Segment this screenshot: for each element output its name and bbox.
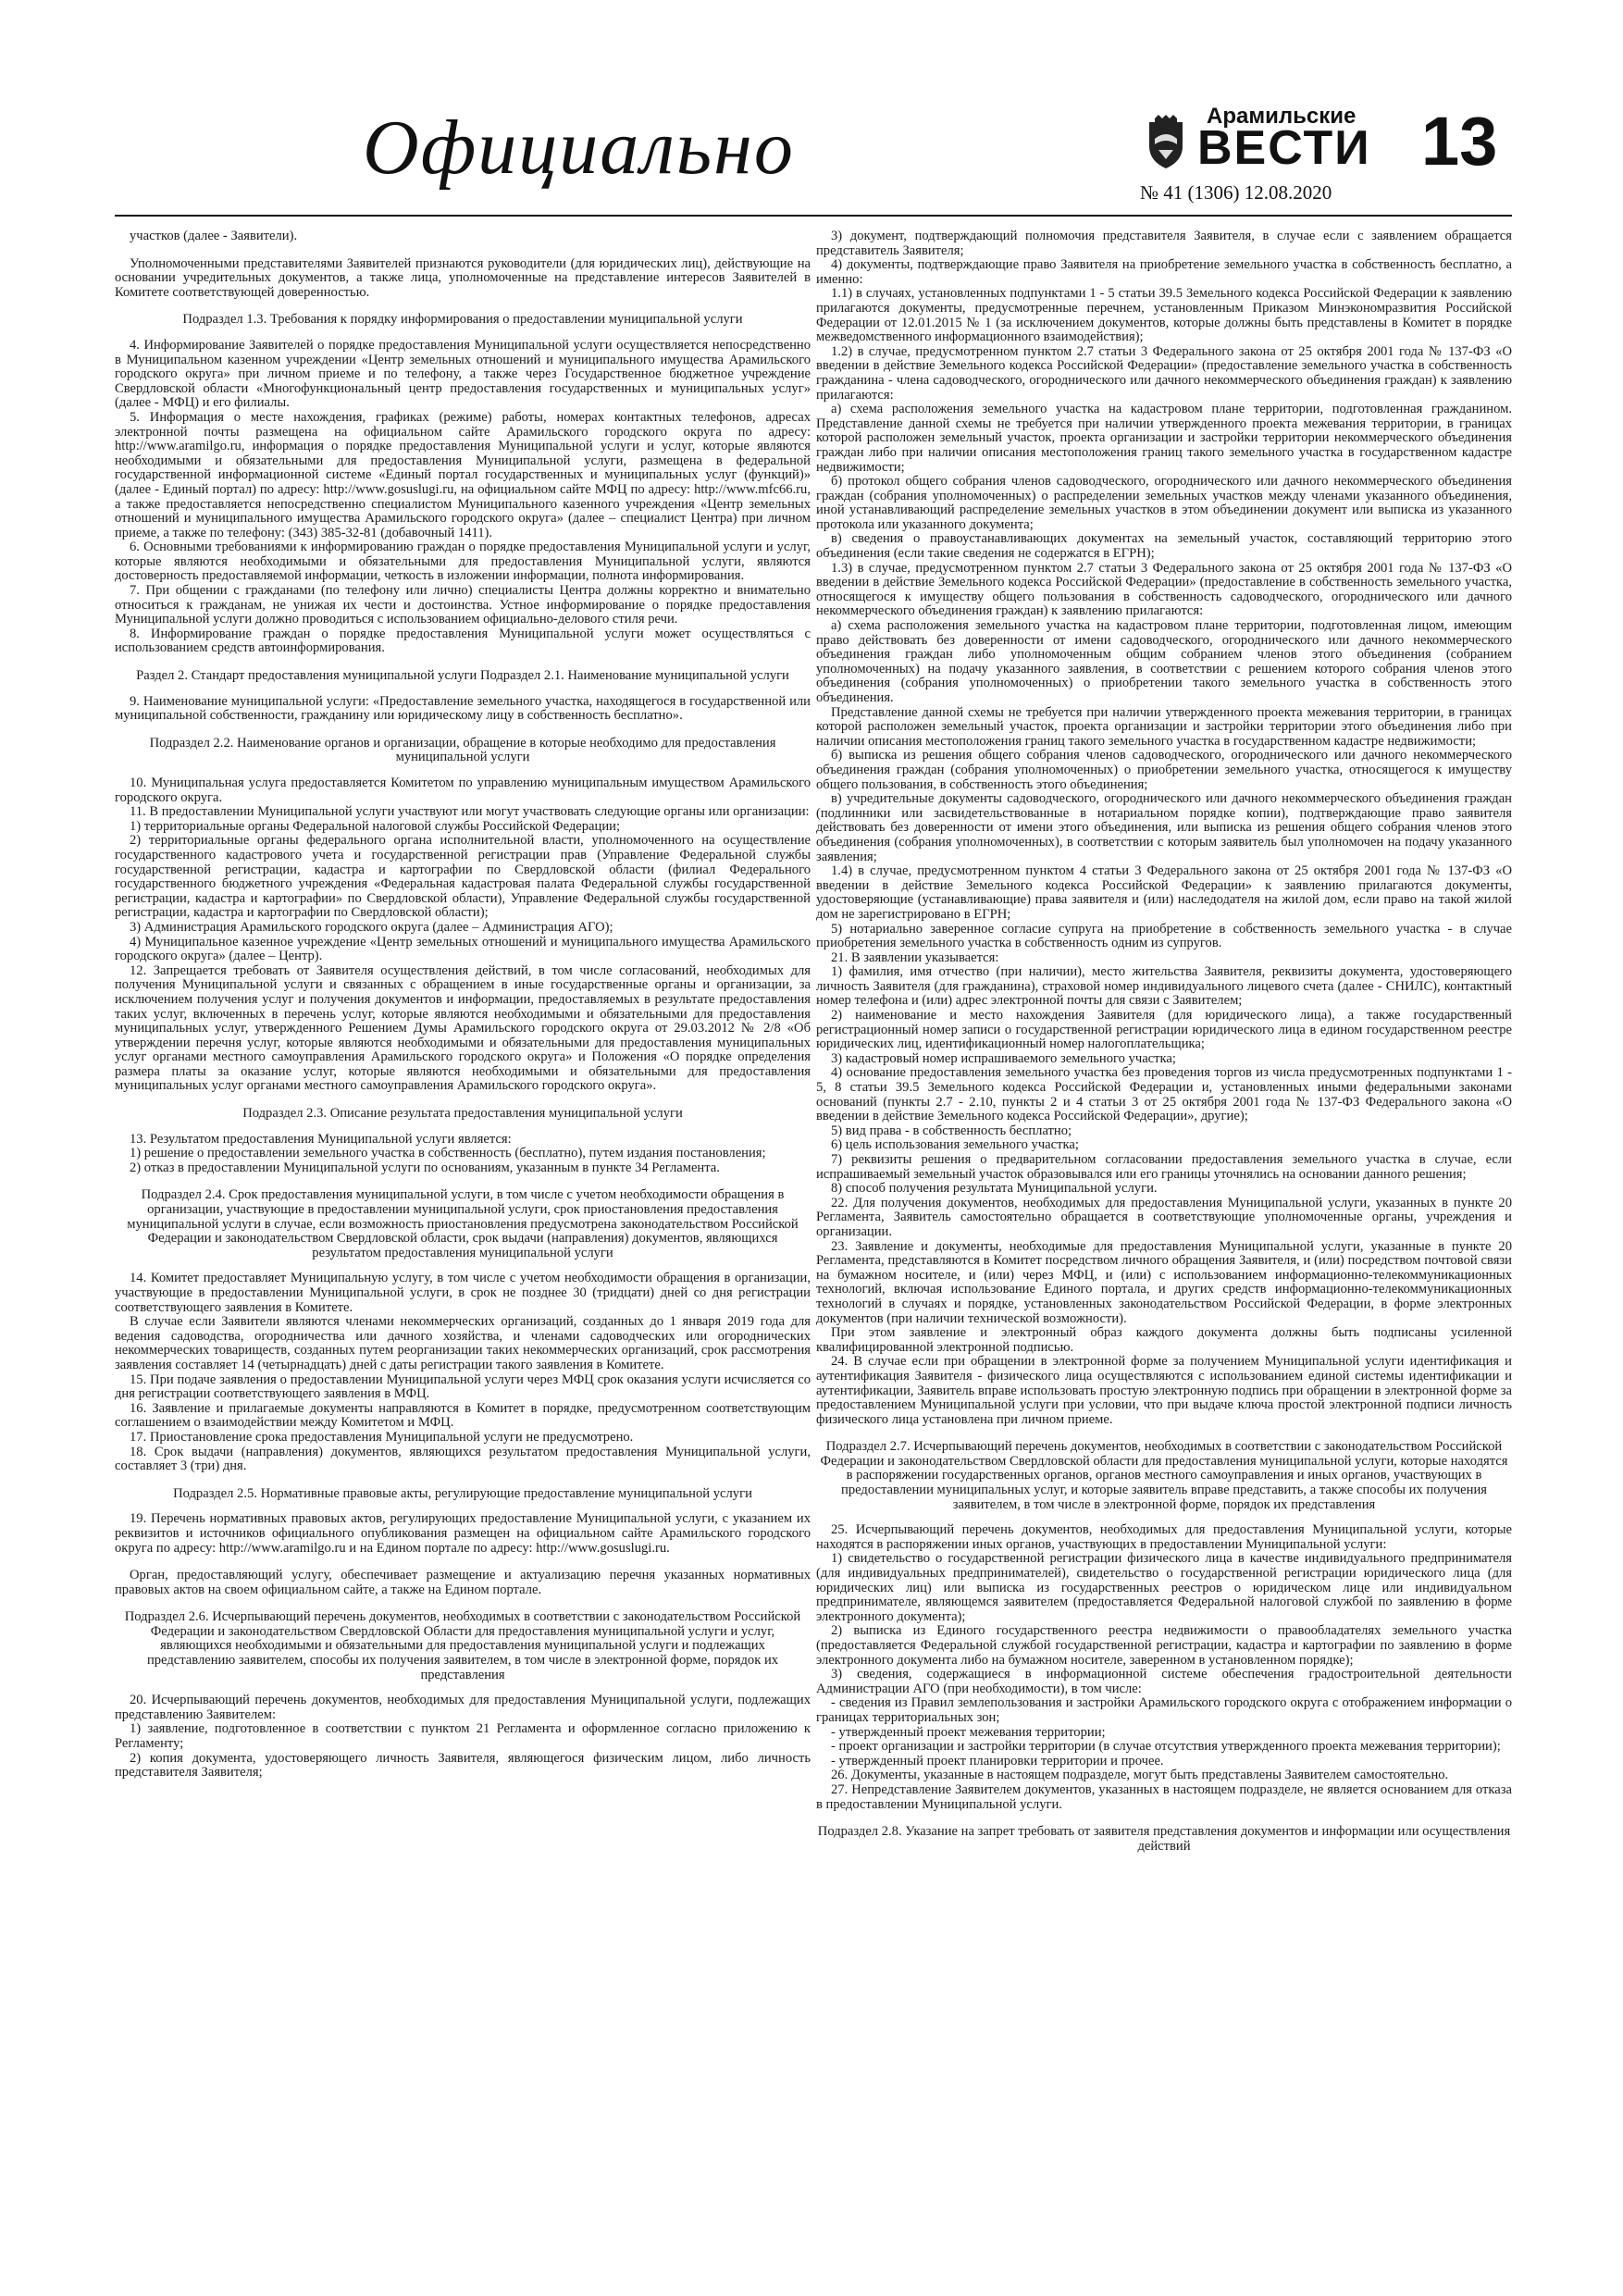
paragraph: 27. Непредставление Заявителем документов, указанных в настоящем подразделе, не является основанием для отказа в предоставлении Муниципальной услуги. xyxy=(816,1781,1512,1812)
paragraph: 3) кадастровый номер испрашиваемого земельного участка; xyxy=(831,1050,1176,1066)
paragraph: 18. Срок выдачи (направления) документов, являющихся результатом предоставления Муниципальной услуги, составляет 3 (три) дня. xyxy=(115,1444,811,1474)
paragraph: Уполномоченными представителями Заявителей признаются руководители (для юридических лиц), действующие на основании учредительных документов, а также лица, уполномоченные на представление интересов Заявителей в Комитете соответствующей доверенностью. xyxy=(115,255,811,300)
paragraph: 10. Муниципальная услуга предоставляется Комитетом по управлению муниципальным имуществом Арамильского городского округа. xyxy=(115,776,811,805)
paragraph: 1.1) в случаях, установленных подпунктами 1 - 5 статьи 39.5 Земельного кодекса Российской Федерации к заявлению прилагаются документы, предусмотренные перечнем, установленным Приказом Минэкономразвития Российской Федерации от 12.01.2015 № 1 (за исключением документов, которые должны быть представлены в Комитет в порядке межведомственного информационного взаимодействия); xyxy=(816,286,1512,345)
paragraph: - проект организации и застройки территории (в случае отсутствия утвержденного проекта межевания территории); xyxy=(831,1739,1501,1755)
paragraph: При этом заявление и электронный образ каждого документа должны быть подписаны усиленной квалифицированной электронной подписью. xyxy=(816,1325,1512,1355)
paragraph: 24. В случае если при обращении в электронной форме за получением Муниципальной услуги идентификация и аутентификация Заявителя - физического лица осуществляются с использованием единой системы идентификации и аутентификации, Заявитель вправе использовать простую электронную подпись при обращении в электронной форме за предоставлением Муниципальной услуги при условии, что при выдаче ключа простой электронной подписи личность физического лица установлена при личном приеме. xyxy=(816,1354,1512,1427)
paragraph: 7. При общении с гражданами (по телефону или лично) специалисты Центра должны корректно и внимательно относиться к гражданам, не унижая их чести и достоинства. Устное информирование о порядке предоставления Муниципальной услуги должно проводиться с использованием официально-делового стиля речи. xyxy=(115,583,811,627)
paragraph: 20. Исчерпывающий перечень документов, необходимых для предоставления Муниципальной услуги, подлежащих представлению Заявителем: xyxy=(115,1693,811,1722)
paragraph: 26. Документы, указанные в настоящем подразделе, могут быть представлены Заявителем самостоятельно. xyxy=(831,1768,1449,1783)
paragraph: 7) реквизиты решения о предварительном согласовании предоставления земельного участка в случае, если испрашиваемый земельный участок образовывался или его границы уточнялись на основании данного решения; xyxy=(816,1152,1512,1182)
paragraph: 5) нотариально заверенное согласие супруга на приобретение в собственность земельного участка - в случае приобретения земельного участка в собственность одним из супругов. xyxy=(816,921,1512,951)
subsection-heading: Подраздел 2.4. Срок предоставления муниципальной услуги, в том числе с учетом необходимости обращения в организации, участвующие в предоставлении муниципальной услуги, срок приостановления предоставления муниципальной услуги в случае, если возможность приостановления предусмотрена законодательством Российской Федерации и законодательством Свердловской области, срок выдачи (направления) документов, являющихся результатом предоставления муниципальной услуги xyxy=(127,1187,799,1260)
paragraph: 2) наименование и место нахождения Заявителя (для юридического лица), а также государственный регистрационный номер записи о государственной регистрации юридического лица в едином государственном реестре юридических лиц, идентификационный номер налогоплательщика; xyxy=(816,1008,1512,1052)
subsection-heading: Раздел 2. Стандарт предоставления муниципальной услуги Подраздел 2.1. Наименование муниципальной услуги xyxy=(136,668,789,684)
paragraph: 1) решение о предоставлении земельного участка в собственность (бесплатно), путем издания постановления; xyxy=(130,1146,766,1161)
paragraph: 9. Наименование муниципальной услуги: «Предоставление земельного участка, находящегося в государственной или муниципальной собственности, гражданину или юридическому лицу в собственность бесплатно». xyxy=(115,693,811,724)
paragraph: 6. Основными требованиями к информированию граждан о порядке предоставления Муниципальной услуги и услуг, которые являются необходимыми и обязательными для предоставления Муниципальной услуги, являются достоверность предоставляемой информации, четкость в изложении информации, полнота информирования. xyxy=(115,540,811,584)
paragraph: 15. При подаче заявления о предоставлении Муниципальной услуги через МФЦ срок оказания услуги исчисляется со дня регистрации соответствующего заявления в МФЦ. xyxy=(115,1371,811,1402)
paragraph: а) схема расположения земельного участка на кадастровом плане территории, подготовленная гражданином. Представление данной схемы не требуется при наличии утвержденного проекта межевания территории, в границах которой расположен земельный участок, проекта организации и застройки территории некоммерческого объединения граждан либо при наличии описания местоположения границ такого земельного участка в государственном кадастре недвижимости; xyxy=(816,402,1512,475)
page-number: 13 xyxy=(1421,103,1498,180)
paragraph: 3) сведения, содержащиеся в информационной системе обеспечения градостроительной деятельности Администрации АГО (при необходимости), в том числе: xyxy=(816,1667,1512,1696)
paragraph: 11. В предоставлении Муниципальной услуги участвуют или могут участвовать следующие органы или организации: xyxy=(130,804,810,820)
paragraph: 4) основание предоставления земельного участка без проведения торгов из числа предусмотренных подпунктами 1 - 5, 8 статьи 39.5 Земельного кодекса Российской Федерации и, установленных иными федеральными законами оснований (пункты 2.7 - 2.10, пункты 2 и 4 статьи 3 от 25 октября 2001 года № 137-ФЗ Федерального закона «О введении в действие Земельного кодекса Российской Федерации», другие); xyxy=(816,1065,1512,1124)
paragraph: 17. Приостановление срока предоставления Муниципальной услуги не предусмотрено. xyxy=(130,1429,634,1445)
left-text-column xyxy=(115,230,811,1781)
paragraph: Орган, предоставляющий услугу, обеспечивает размещение и актуализацию перечня указанных нормативных правовых актов на своем официальном сайте, а также на Едином портале. xyxy=(115,1568,811,1597)
subsection-heading: Подраздел 2.8. Указание на запрет требовать от заявителя представления документов и информации или осуществления действий xyxy=(817,1824,1511,1854)
paragraph: 8. Информирование граждан о порядке предоставления Муниципальной услуги может осуществляться с использованием средств автоинформирования. xyxy=(115,626,811,656)
subsection-heading: Подраздел 2.5. Нормативные правовые акты, регулирующие предоставление муниципальной услуги xyxy=(173,1485,752,1501)
paragraph: - утвержденный проект планировки территории и прочее. xyxy=(831,1753,1164,1769)
paragraph: 1.4) в случае, предусмотренном пунктом 4 статьи 3 Федерального закона от 25 октября 2001 года № 137-ФЗ «О введении в действие Земельного кодекса Российской Федерации» к заявлению прилагаются документы, удостоверяющие (устанавливающие) права заявителя и (или) наследодателя на жилой дом, если право на такой жилой дом не зарегистрировано в ЕГРН; xyxy=(816,863,1512,922)
paragraph: в) сведения о правоустанавливающих документах на земельный участок, составляющий территорию этого объединения (если такие сведения не содержатся в ЕГРН); xyxy=(816,531,1512,562)
paragraph: 5. Информация о месте нахождения, графиках (режиме) работы, номерах контактных телефонов, адресах электронной почты размещена на официальном сайте Арамильского городского округа по адресу: http://www.aramilgo.ru, информация о порядке предоставления Муниципальной услуги и услуг, которые являются необходимыми и обязательными для предоставления Муниципальной услуги, размещена в федеральной государственной информационной системе «Единый портал государственных и муниципальных услуг (функций)» (далее - Единый портал) по адресу: http://www.gosuslugi.ru, на официальном сайте МФЦ по адресу: http://www.mfc66.ru, а также предоставляется непосредственно специалистом Муниципального казенного учреждения «Центр земельных отношений и муниципального имущества Арамильского городского округа» (далее – специалист Центра) при личном приеме, а также по телефону: (343) 385-32-81 (добавочный 1411). xyxy=(115,409,811,540)
town-crest-icon xyxy=(1146,115,1186,170)
header-rule xyxy=(115,215,1512,217)
subsection-heading: Подраздел 2.6. Исчерпывающий перечень документов, необходимых в соответствии с законодательством Российской Федерации и законодательством Свердловской Области для предоставления муниципальной услуги и услуг, являющихся необходимыми и обязательными для предоставления муниципальной услуги и подлежащих представлению заявителем, способы их получения заявителем, в том числе в электронной форме, порядок их представления xyxy=(124,1609,801,1682)
subsection-heading: Подраздел 2.3. Описание результата предоставления муниципальной услуги xyxy=(242,1106,683,1122)
paragraph: 5) вид права - в собственность бесплатно; xyxy=(831,1123,1072,1138)
paragraph: в) учредительные документы садоводческого, огороднического или дачного некоммерческого объединения граждан (подлинники или засвидетельствованные в нотариальном порядке копии), подтверждающие право заявителя действовать без доверенности от имени этого объединения, или выписка из решения общего собрания членов этого объединения (собрания уполномоченных), в соответствии с которым заявитель был уполномочен на подачу указанного заявления; xyxy=(816,791,1512,864)
paragraph: 1) заявление, подготовленное в соответствии с пунктом 21 Регламента и оформленное согласно приложению к Регламенту; xyxy=(115,1721,811,1752)
paragraph: 2) территориальные органы федерального органа исполнительной власти, уполномоченного на осуществление государственного кадастрового учета и государственной регистрации прав (Управление Федеральной службы государственной регистрации, кадастра и картографии по Свердловской области (филиал Федерального государственного бюджетного учреждения «Федеральная кадастровая палата Федеральной службы государственной регистрации, кадастра и картографии» по Свердловской области), Управление Федеральной службы государственной регистрации, кадастра и картографии по Свердловской области); xyxy=(115,833,811,921)
paragraph: 23. Заявление и документы, необходимые для предоставления Муниципальной услуги, указанные в пункте 20 Регламента, представляются в Комитет посредством личного обращения Заявителя, и (или) посредством почтовой связи на бумажном носителе, и (или) через МФЦ, и (или) с использованием информационно-телекоммуникационных технологий, включая использование Единого портала, и других средств информационно-телекоммуникационных технологий в случаях и порядке, установленных законодательством Российской Федерации, в форме электронных документов (при наличии технической возможности). xyxy=(816,1238,1512,1326)
paragraph: 19. Перечень нормативных правовых актов, регулирующих предоставление Муниципальной услуги, с указанием их реквизитов и источников официального опубликования размещен на официальном сайте Арамильского городского округа по адресу: http://www.aramilgo.ru и на Едином портале по адресу: http://www.gosuslugi.ru. xyxy=(115,1511,811,1556)
paragraph: - сведения из Правил землепользования и застройки Арамильского городского округа с отображением информации о границах территориальных зон; xyxy=(816,1695,1512,1725)
issue-number-date: № 41 (1306) 12.08.2020 xyxy=(1140,181,1332,204)
subsection-heading: Подраздел 1.3. Требования к порядку информирования о предоставлении муниципальной услуги xyxy=(182,312,743,328)
newspaper-logo xyxy=(1140,100,1418,174)
paragraph: 22. Для получения документов, необходимых для предоставления Муниципальной услуги, указанных в пункте 20 Регламента, Заявитель самостоятельно обращается в соответствующие уполномоченные органы, учреждения и организации. xyxy=(816,1195,1512,1239)
subsection-heading: Подраздел 2.7. Исчерпывающий перечень документов, необходимых в соответствии с законодательством Российской Федерации и законодательством Свердловской области для предоставления муниципальной услуги, которые находятся в распоряжении государственных органов, органов местного самоуправления и иных органов, участвующих в предоставлении муниципальных услуг, и которые заявитель вправе представить, а также способы их получения заявителем, в том числе в электронной форме, порядок их представления xyxy=(820,1439,1508,1512)
paragraph: 12. Запрещается требовать от Заявителя осуществления действий, в том числе согласований, необходимых для получения Муниципальной услуги и связанных с обращением в иные государственные органы и организации, за исключением получения услуг и получения документов и информации, предоставляемых в результате предоставления таких услуг, включенных в перечень услуг, которые являются необходимыми и обязательными для предоставления муниципальных услуг, утвержденного Решением Думы Арамильского городского округа от 29.03.2012 № 2/8 «Об утверждении перечня услуг, которые являются необходимыми и обязательными для предоставления муниципальных услуг органами местного самоуправления Арамильского городского округа» и Положения «О порядке определения размера платы за оказание услуг, которые являются необходимыми и обязательными для предоставления муниципальных услуг органами местного самоуправления Арамильского городского округа». xyxy=(115,962,811,1094)
logo-town-name: Арамильские xyxy=(1207,104,1357,129)
paragraph: 8) способ получения результата Муниципальной услуги. xyxy=(831,1181,1158,1197)
paragraph: 3) документ, подтверждающий полномочия представителя Заявителя, в случае если с заявлением обращается представитель Заявителя; xyxy=(816,229,1512,258)
paragraph: б) протокол общего собрания членов садоводческого, огороднического или дачного некоммерческого объединения граждан (собрания уполномоченных) о распределении земельных участков между членами указанного объединения, иной устанавливающий распределение земельных участков в этом объединении документ или выписка из указанного протокола или указанного документа; xyxy=(816,474,1512,532)
paragraph: 4. Информирование Заявителей о порядке предоставления Муниципальной услуги осуществляется непосредственно в Муниципальном казенном учреждении «Центр земельных отношений и муниципального имущества Арамильского городского округа» при личном приеме и по телефону, а также через Государственное бюджетное учреждение Свердловской области «Многофункциональный центр предоставления государственных и муниципальных услуг» (далее - МФЦ) и его филиалы. xyxy=(115,337,811,411)
paragraph: 1) территориальные органы Федеральной налоговой службы Российской Федерации; xyxy=(130,818,621,834)
paragraph: 4) документы, подтверждающие право Заявителя на приобретение земельного участка в собственность бесплатно, а именно: xyxy=(816,257,1512,287)
paragraph: 25. Исчерпывающий перечень документов, необходимых для предоставления Муниципальной услуги, которые находятся в распоряжении иных органов, участвующих в предоставлении Муниципальной услуги: xyxy=(816,1522,1512,1552)
paragraph: - утвержденный проект межевания территории; xyxy=(831,1724,1106,1740)
paragraph: 13. Результатом предоставления Муниципальной услуги является: xyxy=(130,1131,512,1147)
paragraph: 2) отказ в предоставлении Муниципальной услуги по основаниям, указанным в пункте 34 Регламента. xyxy=(130,1160,720,1175)
paragraph: 16. Заявление и прилагаемые документы направляются в Комитет в порядке, предусмотренном соответствующим соглашением о взаимодействии между Комитетом и МФЦ. xyxy=(115,1400,811,1431)
paragraph: участков (далее - Заявители). xyxy=(130,229,298,243)
section-rubric: Официально xyxy=(363,105,795,191)
paragraph: 1) свидетельство о государственной регистрации физического лица в качестве индивидуального предпринимателя (для индивидуальных предпринимателей), свидетельство о государственной регистрации юридического лица (для юридических лиц) или выписка из государственных реестров о юридическом лице или индивидуальном предпринимателе, являющемся заявителем (предоставляется Федеральной налоговой службой по заявлению в форме электронного документа); xyxy=(816,1551,1512,1624)
paragraph: Представление данной схемы не требуется при наличии утвержденного проекта межевания территории, в границах которой расположен земельный участок, проекта организации и застройки территории этого объединения либо при наличии описания местоположения границ такого земельного участка в государственном кадастре недвижимости; xyxy=(816,704,1512,749)
paragraph: 6) цель использования земельного участка; xyxy=(831,1137,1079,1153)
logo-title: ВЕСТИ xyxy=(1197,121,1371,175)
paragraph: 21. В заявлении указывается: xyxy=(831,949,999,965)
paragraph: 1.2) в случае, предусмотренном пунктом 2.7 статьи 3 Федерального закона от 25 октября 2001 года № 137-ФЗ «О введении в действие Земельного кодекса Российской Федерации» (предоставление земельного участка в собственность гражданина - члена садоводческого, огороднического или дачного некоммерческого объединения граждан) к заявлению прилагаются: xyxy=(816,343,1512,403)
paragraph: 3) Администрация Арамильского городского округа (далее – Администрация АГО); xyxy=(130,919,613,935)
paragraph: 1) фамилия, имя отчество (при наличии), место жительства Заявителя, реквизиты документа, удостоверяющего личность Заявителя (для гражданина), страховой номер индивидуального лицевого счета (далее - СНИЛС), контактный номер телефона и (или) адрес электронной почты для связи с Заявителем; xyxy=(816,964,1512,1009)
paragraph: 1.3) в случае, предусмотренном пунктом 2.7 статьи 3 Федерального закона от 25 октября 2001 года № 137-ФЗ «О введении в действие Земельного кодекса Российской Федерации» (предоставление в собственность земельного участка, относящегося к имуществу общего пользования в собственность садоводческого, огороднического или дачного некоммерческого объединения граждан) к заявлению прилагаются: xyxy=(816,560,1512,619)
paragraph: б) выписка из решения общего собрания членов садоводческого, огороднического или дачного некоммерческого объединения граждан (собрания уполномоченных) о приобретении земельного участка, относящегося к имуществу общего пользования, в собственность этого объединения; xyxy=(816,748,1512,792)
paragraph: 2) выписка из Единого государственного реестра недвижимости о правообладателях земельного участка (предоставляется Федеральной службой государственной регистрации, кадастра и картографии по заявлению в форме электронного документа либо на бумажном носителе, заверенном в установленном порядке); xyxy=(816,1623,1512,1668)
subsection-heading: Подраздел 2.2. Наименование органов и организации, обращение в которые необходимо для предоставления муниципальной услуги xyxy=(149,735,776,765)
paragraph: 14. Комитет предоставляет Муниципальную услугу, в том числе с учетом необходимости обращения в организации, участвующие в предоставлении Муниципальной услуги, в срок не позднее 30 (тридцати) дней со дня регистрации соответствующего заявления в Комитете. xyxy=(115,1271,811,1315)
paragraph: а) схема расположения земельного участка на кадастровом плане территории, подготовленная лицом, имеющим право действовать без доверенности от имени садоводческого, огороднического или дачного некоммерческого объединения граждан либо уполномоченным общим собранием членов этого объединения (собранием уполномоченных) на подачу указанного заявления, в соответствии с решением которого собрания членов этого объединения (собрания уполномоченных) о приобретении такого земельного участка в собственность этого объединения. xyxy=(816,618,1512,705)
paragraph: В случае если Заявители являются членами некоммерческих организаций, созданных до 1 января 2019 года для ведения садоводства, огородничества или дачного хозяйства, и членами садоводческих или огороднических некоммерческих товариществ, созданных путем реорганизации таких некоммерческих организаций, срок рассмотрения заявления составляет 14 (четырнадцать) дней с даты регистрации такого заявления в Комитете. xyxy=(115,1314,811,1372)
right-text-column xyxy=(816,230,1512,1865)
paragraph: 4) Муниципальное казенное учреждение «Центр земельных отношений и муниципального имущества Арамильского городского округа» (далее – Центр). xyxy=(115,934,811,964)
paragraph: 2) копия документа, удостоверяющего личность Заявителя, являющегося физическим лицом, либо личность представителя Заявителя; xyxy=(115,1750,811,1781)
